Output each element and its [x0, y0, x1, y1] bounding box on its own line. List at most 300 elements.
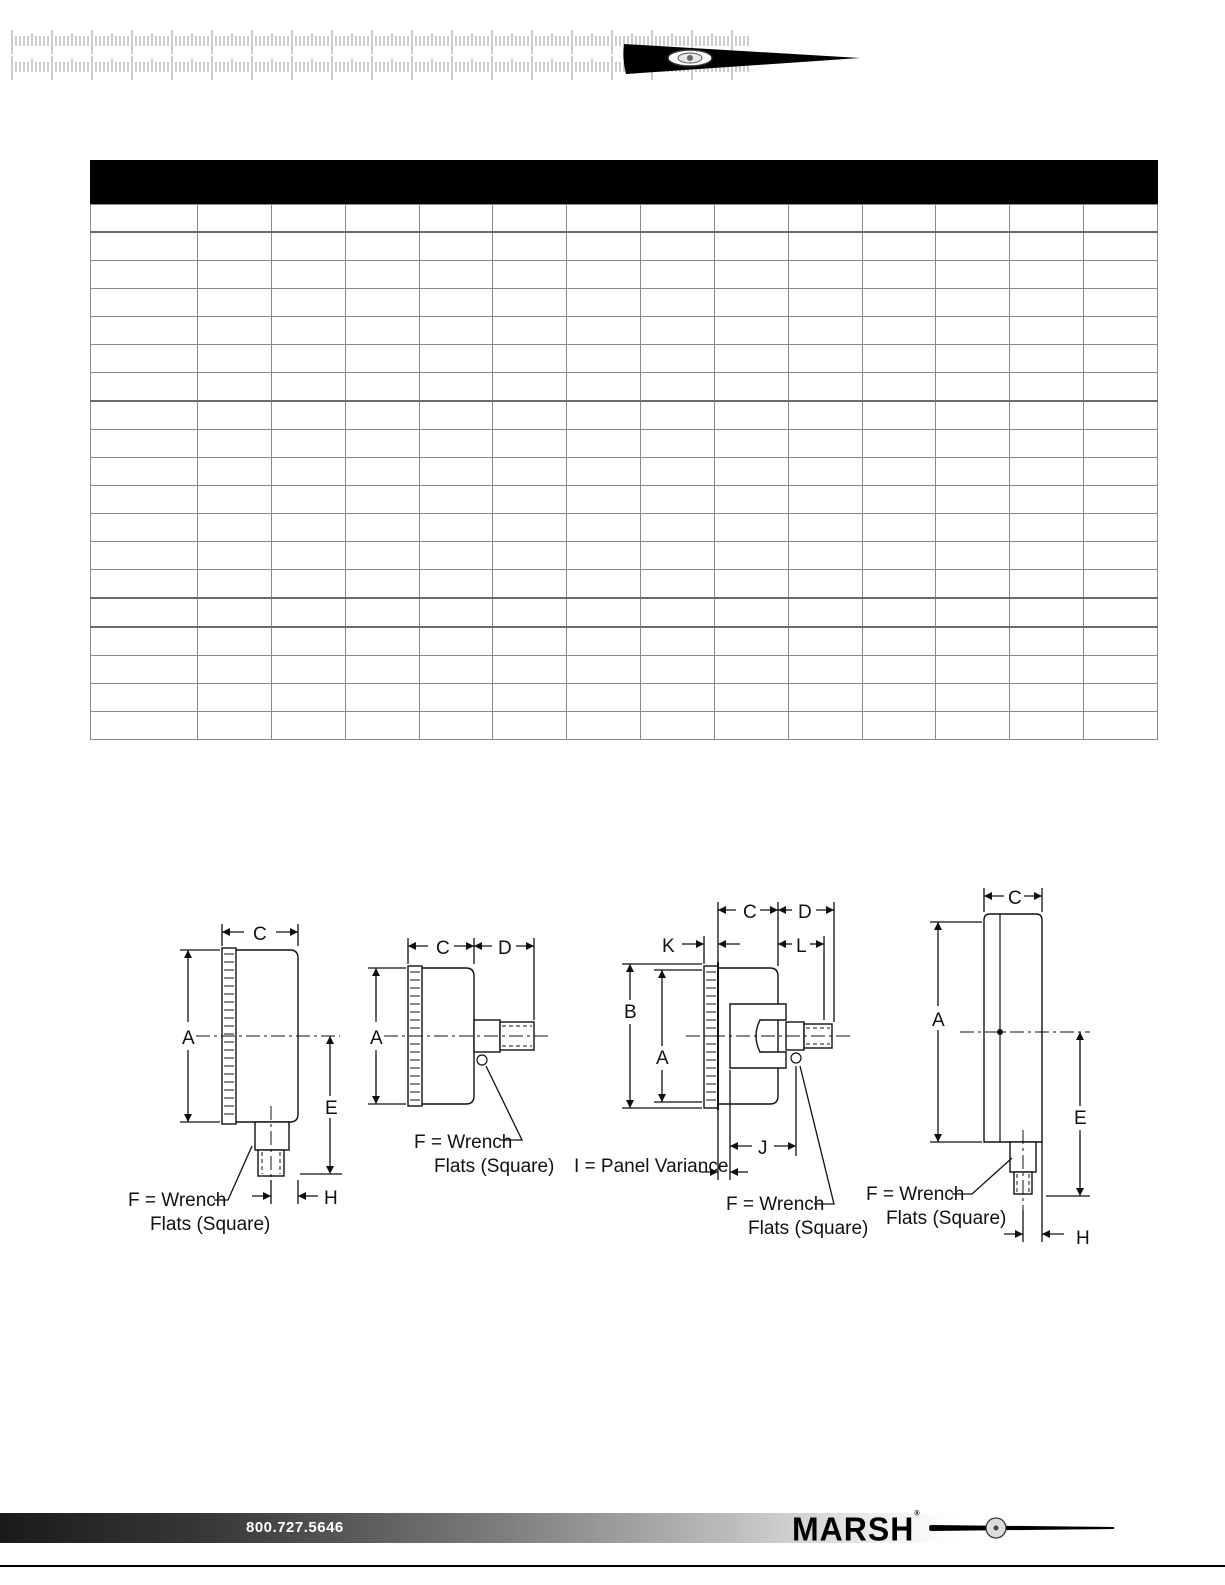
table-cell	[1084, 598, 1158, 627]
dim-label-c: C	[253, 924, 267, 945]
table-cell	[714, 598, 788, 627]
label-wrench-flats-line2: Flats (Square)	[886, 1208, 1007, 1229]
table-cell	[345, 232, 419, 261]
table-cell	[862, 712, 936, 740]
table-cell	[1084, 232, 1158, 261]
table-cell	[936, 656, 1010, 684]
table-cell	[91, 684, 198, 712]
table-cell	[714, 205, 788, 233]
table-cell	[567, 514, 641, 542]
table-cell	[567, 401, 641, 430]
table-cell	[567, 205, 641, 233]
table-cell	[936, 430, 1010, 458]
table-cell	[1084, 458, 1158, 486]
footer-rule	[0, 1565, 1225, 1567]
dim-label-a: A	[182, 1028, 195, 1049]
table-cell	[198, 514, 272, 542]
table-row	[91, 401, 1158, 430]
table-cell	[1084, 261, 1158, 289]
table-cell	[345, 570, 419, 599]
table-cell	[641, 345, 715, 373]
table-cell	[936, 514, 1010, 542]
table-cell	[641, 289, 715, 317]
table-cell	[1084, 317, 1158, 345]
table-cell	[788, 458, 862, 486]
table-row	[91, 514, 1158, 542]
table-cell	[198, 401, 272, 430]
table-cell	[862, 232, 936, 261]
table-cell	[862, 627, 936, 656]
table-cell	[714, 486, 788, 514]
table-cell	[493, 627, 567, 656]
table-cell	[788, 712, 862, 740]
table-cell	[271, 373, 345, 402]
table-cell	[567, 458, 641, 486]
table-cell	[714, 458, 788, 486]
label-wrench-flats-line1: F = Wrench	[128, 1190, 227, 1211]
table-cell	[271, 345, 345, 373]
table-cell	[419, 684, 493, 712]
table-title-bar	[90, 160, 1158, 204]
table-cell	[862, 345, 936, 373]
table-cell	[1084, 570, 1158, 599]
table-cell	[1084, 373, 1158, 402]
table-cell	[1010, 627, 1084, 656]
table-cell	[862, 514, 936, 542]
table-cell	[419, 458, 493, 486]
table-cell	[493, 289, 567, 317]
table-cell	[345, 712, 419, 740]
table-cell	[91, 430, 198, 458]
table-cell	[714, 514, 788, 542]
table-cell	[788, 232, 862, 261]
table-cell	[91, 261, 198, 289]
table-cell	[862, 261, 936, 289]
table-cell	[345, 261, 419, 289]
table-cell	[714, 401, 788, 430]
table-cell	[345, 205, 419, 233]
table-cell	[198, 430, 272, 458]
table-cell	[419, 317, 493, 345]
dimension-diagrams	[0, 870, 1225, 1290]
dim-label-h: H	[324, 1188, 338, 1209]
table-cell	[567, 598, 641, 627]
dim-label-a: A	[370, 1028, 383, 1049]
table-cell	[641, 656, 715, 684]
table-cell	[493, 712, 567, 740]
table-cell	[936, 486, 1010, 514]
table-cell	[91, 570, 198, 599]
table-cell	[788, 289, 862, 317]
table-cell	[714, 317, 788, 345]
table-cell	[936, 627, 1010, 656]
table-cell	[936, 317, 1010, 345]
table-cell	[419, 232, 493, 261]
table-cell	[1010, 401, 1084, 430]
table-cell	[345, 289, 419, 317]
table-cell	[862, 289, 936, 317]
table-row	[91, 598, 1158, 627]
table-cell	[198, 289, 272, 317]
table-cell	[862, 542, 936, 570]
table-cell	[198, 656, 272, 684]
table-cell	[1084, 486, 1158, 514]
table-cell	[936, 289, 1010, 317]
table-cell	[1084, 430, 1158, 458]
dim-label-e: E	[325, 1098, 338, 1119]
table-cell	[714, 430, 788, 458]
table-cell	[641, 627, 715, 656]
table-cell	[345, 598, 419, 627]
dim-label-k: K	[662, 936, 675, 957]
table-cell	[419, 486, 493, 514]
table-cell	[714, 542, 788, 570]
table-cell	[271, 684, 345, 712]
table-cell	[862, 458, 936, 486]
diagram-bottom-connection	[128, 924, 342, 1235]
table-cell	[1010, 289, 1084, 317]
table-cell	[1010, 232, 1084, 261]
table-cell	[198, 232, 272, 261]
table-cell	[419, 345, 493, 373]
dim-label-a: A	[656, 1048, 669, 1069]
table-cell	[862, 570, 936, 599]
table-cell	[271, 232, 345, 261]
table-cell	[788, 570, 862, 599]
table-cell	[419, 373, 493, 402]
table-cell	[641, 514, 715, 542]
table-cell	[419, 656, 493, 684]
dim-label-d: D	[798, 902, 812, 923]
table-cell	[788, 430, 862, 458]
specifications-table	[90, 160, 1158, 740]
table-cell	[714, 627, 788, 656]
table-cell	[271, 205, 345, 233]
table-cell	[419, 712, 493, 740]
table-cell	[1084, 684, 1158, 712]
table-cell	[567, 712, 641, 740]
table-cell	[198, 598, 272, 627]
table-cell	[91, 232, 198, 261]
table-cell	[345, 458, 419, 486]
table-cell	[788, 317, 862, 345]
table-cell	[641, 430, 715, 458]
table-cell	[936, 570, 1010, 599]
table-cell	[1084, 627, 1158, 656]
table-row	[91, 430, 1158, 458]
table-cell	[1010, 712, 1084, 740]
label-wrench-flats-line1: F = Wrench	[414, 1132, 513, 1153]
table-cell	[641, 232, 715, 261]
table-cell	[271, 261, 345, 289]
table-cell	[345, 514, 419, 542]
table-cell	[493, 514, 567, 542]
table-cell	[271, 598, 345, 627]
dim-label-j: J	[758, 1138, 768, 1159]
table-cell	[1010, 514, 1084, 542]
table-cell	[493, 261, 567, 289]
table-cell	[493, 656, 567, 684]
diagram-panel-mount	[574, 902, 868, 1239]
table-cell	[198, 486, 272, 514]
table-cell	[419, 514, 493, 542]
table-cell	[271, 656, 345, 684]
table-cell	[91, 373, 198, 402]
table-cell	[91, 289, 198, 317]
table-cell	[271, 514, 345, 542]
table-cell	[936, 373, 1010, 402]
dim-label-b: B	[624, 1002, 637, 1023]
table-cell	[198, 345, 272, 373]
table-cell	[567, 684, 641, 712]
table-cell	[345, 345, 419, 373]
table-cell	[788, 205, 862, 233]
table-cell	[1010, 598, 1084, 627]
table-row	[91, 317, 1158, 345]
diagram-large-bottom-connection	[866, 888, 1090, 1249]
table-cell	[493, 598, 567, 627]
table-cell	[641, 317, 715, 345]
table-row	[91, 373, 1158, 402]
table-cell	[788, 261, 862, 289]
table-cell	[345, 401, 419, 430]
table-cell	[91, 598, 198, 627]
table-row	[91, 627, 1158, 656]
table-cell	[936, 542, 1010, 570]
label-wrench-flats-line2: Flats (Square)	[748, 1218, 869, 1239]
table-cell	[493, 345, 567, 373]
dim-label-c: C	[743, 902, 757, 923]
table-cell	[493, 458, 567, 486]
table-cell	[936, 205, 1010, 233]
table-cell	[493, 570, 567, 599]
table-cell	[1010, 656, 1084, 684]
table-cell	[641, 712, 715, 740]
table-row	[91, 232, 1158, 261]
table-row	[91, 684, 1158, 712]
table-cell	[567, 317, 641, 345]
table-cell	[1010, 317, 1084, 345]
table-cell	[567, 232, 641, 261]
table-cell	[198, 684, 272, 712]
table-cell	[1010, 205, 1084, 233]
table-cell	[198, 373, 272, 402]
table-cell	[419, 542, 493, 570]
table-cell	[936, 684, 1010, 712]
table-row	[91, 345, 1158, 373]
table-cell	[91, 317, 198, 345]
table-row	[91, 656, 1158, 684]
table-cell	[567, 430, 641, 458]
table-cell	[788, 542, 862, 570]
table-cell	[862, 430, 936, 458]
table-cell	[567, 261, 641, 289]
table-cell	[271, 430, 345, 458]
table-cell	[1010, 373, 1084, 402]
table-row	[91, 570, 1158, 599]
label-wrench-flats-line2: Flats (Square)	[434, 1156, 555, 1177]
table-cell	[1084, 401, 1158, 430]
table-cell	[936, 345, 1010, 373]
table-cell	[1084, 205, 1158, 233]
footer-phone: 800.727.5646	[246, 1519, 344, 1536]
table-cell	[641, 401, 715, 430]
table-cell	[198, 458, 272, 486]
table-cell	[788, 373, 862, 402]
table-cell	[936, 598, 1010, 627]
diagram-center-back-connection	[368, 938, 554, 1177]
table-cell	[714, 684, 788, 712]
table-cell	[345, 430, 419, 458]
table-cell	[91, 486, 198, 514]
table-cell	[1084, 656, 1158, 684]
table-row	[91, 458, 1158, 486]
table-cell	[788, 598, 862, 627]
table-cell	[198, 712, 272, 740]
table-row	[91, 261, 1158, 289]
table-cell	[788, 684, 862, 712]
table-cell	[419, 430, 493, 458]
table-row	[91, 712, 1158, 740]
label-wrench-flats-line1: F = Wrench	[866, 1184, 965, 1205]
table-cell	[271, 486, 345, 514]
table-cell	[271, 458, 345, 486]
table-cell	[714, 712, 788, 740]
table-cell	[91, 401, 198, 430]
table-cell	[198, 542, 272, 570]
dim-label-d: D	[498, 938, 512, 959]
table-cell	[1010, 542, 1084, 570]
table-cell	[493, 430, 567, 458]
table-cell	[271, 627, 345, 656]
table-cell	[91, 712, 198, 740]
table-cell	[419, 627, 493, 656]
dim-label-a: A	[932, 1010, 945, 1031]
table-cell	[936, 261, 1010, 289]
table-cell	[91, 627, 198, 656]
table-cell	[345, 656, 419, 684]
table-cell	[419, 598, 493, 627]
table-cell	[1084, 542, 1158, 570]
table-cell	[271, 712, 345, 740]
table-cell	[91, 542, 198, 570]
table-cell	[271, 317, 345, 345]
table-cell	[788, 656, 862, 684]
dim-label-e: E	[1074, 1108, 1087, 1129]
table-cell	[91, 458, 198, 486]
table-cell	[1010, 458, 1084, 486]
table-cell	[419, 205, 493, 233]
table-cell	[788, 486, 862, 514]
table-cell	[419, 261, 493, 289]
table-cell	[788, 401, 862, 430]
table-cell	[345, 317, 419, 345]
table-cell	[198, 261, 272, 289]
table-cell	[1010, 684, 1084, 712]
table-cell	[567, 373, 641, 402]
table-cell	[345, 684, 419, 712]
table-cell	[567, 627, 641, 656]
table-cell	[788, 514, 862, 542]
table-cell	[714, 345, 788, 373]
brand-logo: MARSH®	[792, 1510, 921, 1548]
table-cell	[493, 205, 567, 233]
table-cell	[1010, 570, 1084, 599]
table-cell	[641, 684, 715, 712]
table-cell	[936, 232, 1010, 261]
table-cell	[1010, 345, 1084, 373]
dim-label-h: H	[1076, 1228, 1090, 1249]
table-cell	[1010, 486, 1084, 514]
table-cell	[1010, 430, 1084, 458]
table-cell	[862, 656, 936, 684]
table-cell	[493, 232, 567, 261]
dim-label-c: C	[1008, 888, 1022, 909]
table-cell	[567, 345, 641, 373]
table-cell	[862, 373, 936, 402]
table-row	[91, 486, 1158, 514]
table-cell	[641, 261, 715, 289]
dim-label-l: L	[796, 936, 807, 957]
label-wrench-flats-line1: F = Wrench	[726, 1194, 825, 1215]
table-cell	[714, 656, 788, 684]
table-cell	[862, 401, 936, 430]
table-cell	[493, 684, 567, 712]
table-cell	[641, 205, 715, 233]
table-cell	[91, 514, 198, 542]
table-cell	[271, 401, 345, 430]
table-cell	[1010, 261, 1084, 289]
table-cell	[567, 656, 641, 684]
table-cell	[641, 373, 715, 402]
table-cell	[567, 486, 641, 514]
table-cell	[198, 205, 272, 233]
table-cell	[419, 401, 493, 430]
table-cell	[493, 373, 567, 402]
table-cell	[641, 486, 715, 514]
table-cell	[862, 598, 936, 627]
table-cell	[1084, 514, 1158, 542]
label-panel-variance: I = Panel Variance	[574, 1156, 729, 1177]
table-cell	[493, 542, 567, 570]
table-cell	[567, 570, 641, 599]
dim-label-c: C	[436, 938, 450, 959]
table-cell	[862, 317, 936, 345]
table-cell	[567, 542, 641, 570]
table-cell	[1084, 289, 1158, 317]
table-cell	[567, 289, 641, 317]
table-cell	[493, 317, 567, 345]
table-cell	[714, 261, 788, 289]
table-cell	[788, 345, 862, 373]
table-cell	[714, 289, 788, 317]
table-cell	[788, 627, 862, 656]
gauge-scale-pointer-icon	[0, 0, 900, 100]
table-cell	[91, 345, 198, 373]
table-cell	[714, 232, 788, 261]
table-cell	[714, 570, 788, 599]
table-cell	[271, 542, 345, 570]
table-cell	[641, 570, 715, 599]
table-cell	[419, 570, 493, 599]
table-cell	[198, 627, 272, 656]
table-cell	[271, 289, 345, 317]
table-cell	[198, 317, 272, 345]
table-cell	[198, 570, 272, 599]
table-cell	[862, 205, 936, 233]
table-cell	[714, 373, 788, 402]
label-wrench-flats-line2: Flats (Square)	[150, 1214, 271, 1235]
